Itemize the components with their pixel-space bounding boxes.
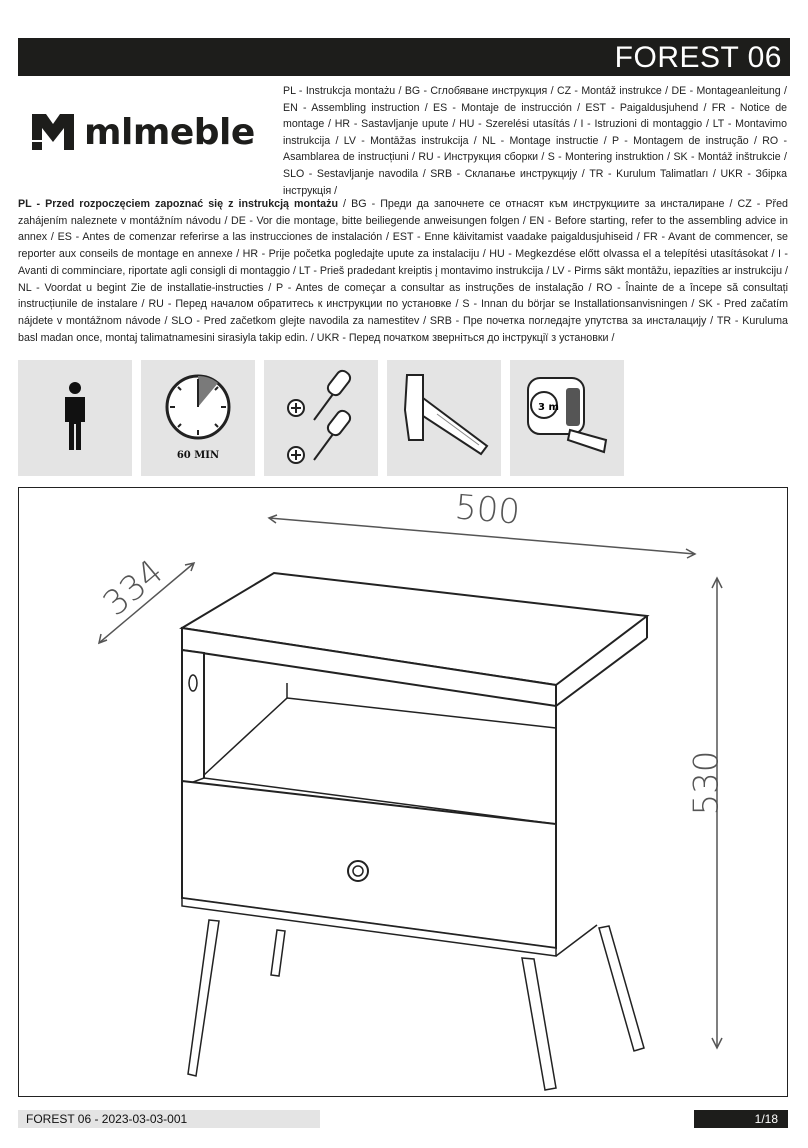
width-dimension: 500 bbox=[453, 487, 522, 533]
product-title: FOREST 06 bbox=[614, 41, 782, 74]
language-list: PL - Instrukcja montażu / BG - Сглобяване инструкция / CZ - Montáž instrukce / DE - Montageanleitung / EN - Assembling instruction / ES - Montaje de instrucción / EST - Paigaldusjuhend / FR - Notice de montage / HR - Sastavljanje upute / HU - Szerelési utasítás / I - Istruzioni di montaggio / LT - Montavimo instrukcija / LV - Montāžas instrukcija / NL - Montage instructie / P - Montagem de instrução / RO - Asamblarea de instrucțiuni / RU - Инструкция сборки / S - Montering instruktion / SK - Montáž inštrukcie / SLO - Sestavljanje navodila / SRB - Склапање инструкцију / TR - Kurulum Talimatları / UKR - Збірка інструкція / bbox=[283, 85, 787, 197]
product-drawing-frame bbox=[18, 487, 788, 1097]
height-dimension: 530 bbox=[686, 750, 727, 816]
hammer-icon bbox=[387, 360, 501, 476]
time-label: 60 MIN bbox=[176, 450, 220, 461]
brand-logo bbox=[30, 110, 270, 154]
title-bar bbox=[18, 38, 790, 76]
document-code: FOREST 06 - 2023-03-03-001 bbox=[18, 1110, 320, 1128]
tape-measure-requirement-box bbox=[510, 360, 624, 476]
intro-body: / BG - Преди да започнете се отнасят към инструкциите за инсталиране / CZ - Před zahájením naleznete v montážním návodu / DE - Vor die montage, bitte beiliegende anweisungen folgen / EN - Before starting, refer to the assembling advice in annex / ES - Antes de comenzar referirse a las instrucciones de instalación / EST - Enne käivitamist vaadake paigaldusjuhiseid / FR - Avant de commencer, se reporter aux conseils de montage en annexe / HR - Prije početka pogledajte upute za instalaciju / HU - Megkezdése előtt olvassa el a telepítési utasításokat / I - Avanti di comminciare, riportate agli consigli di montaggio / LT - Prieš pradedant kreiptis į montavimo instrukcija / LV - Pirms sākt montāžu, iepazīties ar instrukciju / NL - Voordat u begint Zie de installatie-instructies / P - Antes de começar a consultar as instruções de instalação / RO - Înainte de a începe să consultați instrucțiunile de instalare / RU - Перед началом обратитесь к инструкции по установке / S - Innan du börjar se Installationsanvisningen / SK - Pred začatím nájdete v montážnom návode / SLO - Pred začetkom glejte navodila za namestitev / SRB - Пре почетка погледајте упутства за инсталацију / TR - Kuruluma basl madan once, montaj talimatnamesini sirasiyla takip edin. / UKR - Перед початком зверніться до інструкції з установки / bbox=[18, 198, 788, 344]
tape-label: 3 m bbox=[538, 402, 559, 413]
page-number: 1/18 bbox=[694, 1110, 788, 1128]
time-requirement-box bbox=[141, 360, 255, 476]
depth-dimension: 334 bbox=[95, 551, 172, 625]
brand-mark-icon bbox=[30, 110, 76, 154]
tape-measure-icon bbox=[510, 360, 624, 476]
screwdrivers-icon bbox=[264, 360, 378, 476]
people-requirement-box bbox=[18, 360, 132, 476]
intro-lead: PL - Przed rozpoczęciem zapoznać się z instrukcją montażu bbox=[18, 198, 338, 210]
intro-paragraph bbox=[18, 196, 788, 346]
hammer-requirement-box bbox=[387, 360, 501, 476]
screwdriver-requirement-box bbox=[264, 360, 378, 476]
brand-name: mlmeble bbox=[84, 112, 255, 153]
person-icon bbox=[18, 360, 132, 476]
